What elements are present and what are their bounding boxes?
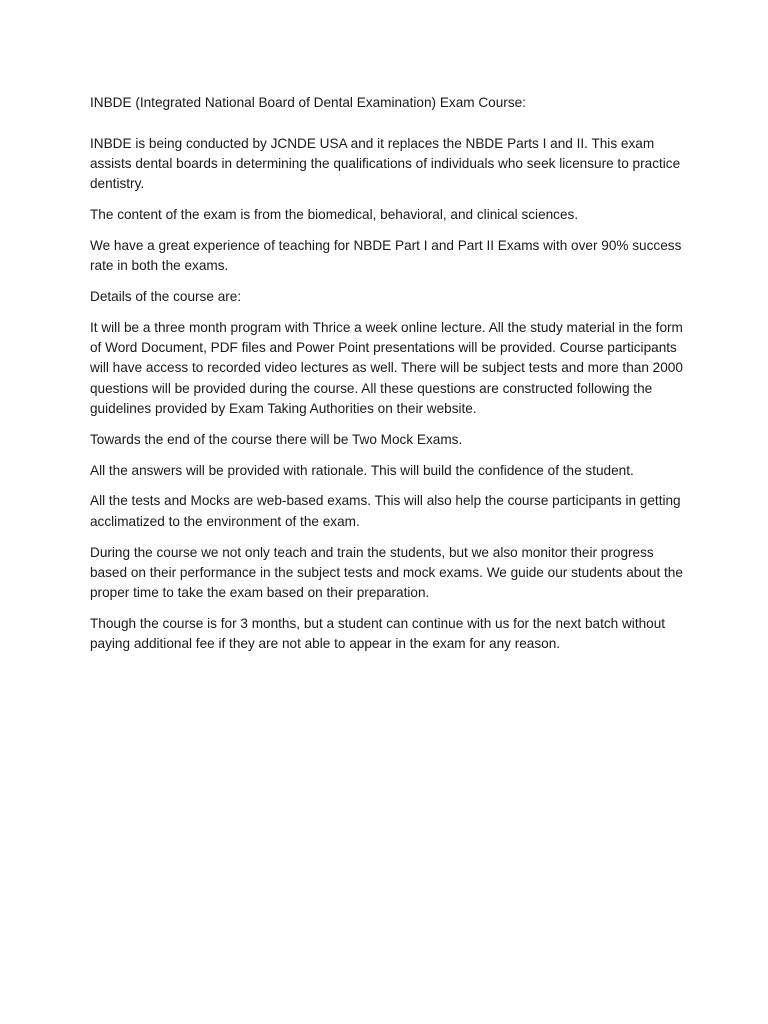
paragraph-continuation: Though the course is for 3 months, but a student can continue with us for the next batch without paying additional fee if they are not able to appear in the exam for any reason. <box>90 615 666 652</box>
paragraph-exam-content: The content of the exam is from the biomedical, behavioral, and clinical sciences. <box>90 207 579 223</box>
paragraph-mock-exams: Towards the end of the course there will be Two Mock Exams. <box>90 431 463 447</box>
paragraph-exam-overview: INBDE is being conducted by JCNDE USA and it replaces the NBDE Parts I and II. This exam assists dental boards in determining the qualifications of individuals who seek licensure to practice dentistry. <box>90 135 681 192</box>
paragraph-details-heading: Details of the course are: <box>90 289 242 305</box>
paragraph-web-based: All the tests and Mocks are web-based exams. This will also help the course participants in getting acclimatized to the environment of the exam. <box>90 493 681 529</box>
document-title: INBDE (Integrated National Board of Dental Examination) Exam Course: <box>90 95 526 110</box>
paragraph-monitoring: During the course we not only teach and train the students, but we also monitor their progress based on their performance in the subject tests and mock exams. We guide our students about the proper time to take the exam based on their preparation. <box>90 544 683 601</box>
paragraph-rationale: All the answers will be provided with rationale. This will build the confidence of the student. <box>90 462 634 478</box>
paragraph-experience: We have a great experience of teaching for NBDE Part I and Part II Exams with over 90% success rate in both the exams. <box>90 237 682 274</box>
paragraph-program-details: It will be a three month program with Thrice a week online lecture. All the study material in the form of Word Document, PDF files and Power Point presentations will be provided. Course participants will have access to recorded video lectures as well. There will be subject tests and more than 2000 questions will be provided during the course. All these questions are constructed following the guidelines provided by Exam Taking Authorities on their website. <box>90 319 683 417</box>
document-body <box>90 93 684 665</box>
